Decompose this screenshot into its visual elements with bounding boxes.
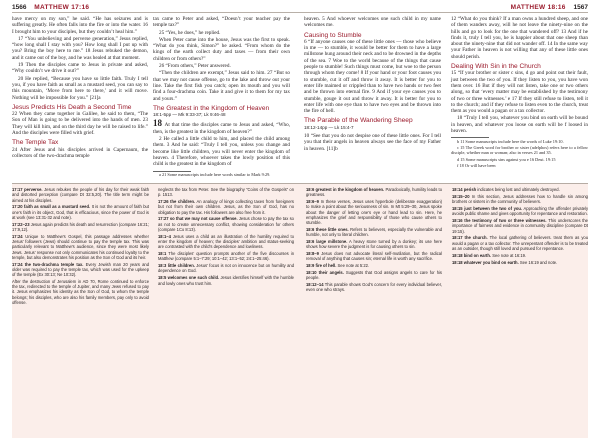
study-note [306,239,442,250]
paragraph-text: At that time the disciples came to Jesus and asked, “Who, then, is the greatest in the kingdom of heaven?” [153,122,291,135]
note-reference: 17:24 the two-drachma temple tax. [12,261,84,267]
paragraph: tax came to Peter and asked, “Doesn’t your teacher pay the temple tax?” [153,16,290,29]
note-reference: 18:17 the church. [452,235,488,241]
note-reference: 17:17 perverse. [12,187,43,192]
note-text: See note at 16:19. [492,252,527,258]
study-note [306,282,442,293]
study-note [158,263,294,274]
chapter-number: 18 [153,118,162,129]
note-text: Every Jewish man 20 years and older was required to pay the temple tax, which was used for the upkeep of the temple (Ex 30:13; Ne 10:32). [12,261,149,278]
study-note [306,270,442,281]
study-note [306,199,442,225]
note-text: In this section, Jesus addresses how to handle sin among brothers or sisters in the community of believers. [452,193,588,205]
note-reference: 18:15–20 [452,193,470,199]
text-column-4 [451,16,588,169]
note-reference: 18:6 these little ones. [306,226,349,232]
section-heading: The Parable of the Wandering Sheep [304,117,413,125]
note-reference: 17:22–23 [12,221,30,227]
note-text: A heavy stone turned by a donkey; its use here shows how severe the judgment is for causing others to sin. [306,239,442,250]
paragraph: 12 “What do you think? If a man owns a hundred sheep, and one of them wanders away, will he not leave the ninety-nine on the hills and go to look for the one that wandered off? 13 And if he finds it, truly I tell you, he is happier about that one sheep than about the ninety-nine that did not wander off. 14 In the same way your Father in heaven is not willing that any of these little ones should perish. [451,16,588,60]
notes-rule [12,183,588,184]
note-text: This parable shows God’s concern for every individual believer, even one who strays. [306,282,442,293]
footnote: f 18 Or will have been [457,162,496,168]
note-reference: 18:3 little children. [158,263,195,269]
footnote: d 15 Some manuscripts sins against you e 16 Deut. 19:15 [457,156,556,162]
right-page-number: 1567 [573,4,588,11]
note-text: Approaching the offender privately avoids public shame and gives opportunity for repentance and restoration. [452,205,589,217]
footnote-rule [153,171,191,172]
study-note [452,218,588,234]
study-note [12,262,149,278]
note-text: Jesus chose to pay the tax so as not to create unnecessary conflict, showing consideration for others (compare 1Co 8:13). [158,216,294,232]
note-text: Refers to believers, especially the vulnerable and humble, not only to literal children. [306,226,442,238]
note-reference: 18:14 perish [452,187,477,192]
footnote: a 21 Some manuscripts include here words similar to Mark 9:29. [159,172,271,178]
note-text: Jesus’ focus is not on innocence but on humility and dependence on God. [158,263,294,274]
note-reference: 18:18 whatever you bind on earth. [452,259,519,265]
paragraph: 25 “Yes, he does,” he replied. [159,29,221,36]
note-text: The disciples’ question prompts another of the five discourses in Matthew (compare 5:1–7:29; 10:1–42; 13:1–52; 24:1–25:46). [158,251,294,262]
notes-column-1 [12,187,149,307]
paragraph: 19 Then the disciples came to Jesus in private and asked, “Why couldn’t we drive it out?” [12,62,148,75]
study-note [158,234,294,250]
study-note [452,235,588,251]
paragraph: 22 When they came together in Galilee, he said to them, “The Son of Man is going to be delivered into the hands of men. 23 They will kill him, and on the third day he will be raised to life.” And the disciples were filled with grief. [12,111,148,137]
note-reference: 17:27 so that we may not cause offense. [158,216,238,222]
note-reference: 18:10 their angels. [306,270,344,276]
study-note [12,187,149,203]
note-text: Jesus does not advocate literal self-mutilation, but the radical removal of anything that causes sin; eternal life is worth any sacrifice. [306,251,443,262]
paragraph: heaven. 5 And whoever welcomes one such child in my name welcomes me. [304,16,441,29]
section-heading: Causing to Stumble [304,31,362,39]
left-page-number: 1566 [12,4,27,11]
study-note [452,194,588,205]
study-note [158,199,294,215]
note-text: Jesus identifies himself with the humble and lowly ones who trust him. [158,275,294,286]
footnote: b 11 Some manuscripts include here the words of Luke 19:10. [457,138,564,144]
note-text: This underscores the importance of fairness and evidence in community discipline (compare Dt 19:15). [452,218,588,234]
note-reference: 17:26 the children. [158,199,196,205]
paragraph: 20 He replied, “Because you have so little faith. Truly I tell you, if you have faith as small as a mustard seed, you can say to this mountain, ‘Move from here to there,’ and it will move. Nothing will be impossible for you.” [21]a [12,75,148,101]
study-note [452,260,588,265]
paragraph: 15 “If your brother or sister c sins, d go and point out their fault, just between the two of you. If they listen to you, you have won them over. 16 But if they will not listen, take one or two others along, so that ‘every matter may be established by the testimony of two or three witnesses.’ e 17 If they still refuse to listen, tell it to the church; and if they refuse to listen even to the church, treat them as you would a pagan or a tax collector. [451,70,588,115]
note-text: The local gathering of believers. treat them as you would a pagan or a tax collector. The unrepentant offender is to be treated as an outsider, though still loved and pursued for repentance. [452,235,589,251]
paragraph: 10 “See that you do not despise one of these little ones. For I tell you that their angels in heaven always see the face of my Father in heaven. [11]b [304,133,441,152]
right-page-header [511,4,588,11]
section-heading: Jesus Predicts His Death a Second Time [12,103,132,111]
note-text: An analogy of kings collecting taxes from foreigners but not from their own children. Jesus, as the Son of God, has no obligation to pay the tax. His followers are also free from it. [158,199,295,215]
note-text: See note at 5:22. [337,263,370,269]
note-reference: 17:24 [12,233,23,239]
parallel-reference: 18:1-5pp — Mk 9:33-37; Lk 9:46-48 [153,112,226,118]
page-header [0,0,600,14]
left-book-reference: MATTHEW 17:16 [34,4,90,11]
note-text: It is not the amount of faith but one’s faith in its object, God, that is efficacious, since the power of God is at work (see 13:31-32 and note). [12,204,150,220]
note-reference: 18:12–14 [306,282,324,288]
note-reference: 18:6 large millstone. [306,239,348,245]
paragraph: “Then the children are exempt,” Jesus said to him. 27 “But so that we may not cause offense, go to the lake and throw out your line. Take the first fish you catch; open its mouth and you will find a four-drachma coin. Take it and give it to them for my tax and yours.” [153,70,290,102]
parallel-reference: 18:12-14pp — Lk 15:4-7 [304,124,354,130]
note-text: indicates being lost and ultimately destroyed. [477,187,560,192]
note-reference: 17:20 faith as small as a mustard seed. [12,204,91,210]
header-rule [12,12,588,13]
study-note [12,279,149,305]
study-note [306,187,442,198]
note-text: Jesus rebukes the people of his day for their weak faith and distorted perception (compare Dt 32:5,20). The title term might be aimed at his disciples. [12,187,149,203]
note-text: Jesus again predicts his death and resurrection (compare 16:21; 17:9,12). [12,221,149,232]
notes-column-4 [452,187,588,266]
paragraph: 26 “From others,” Peter answered. [159,63,231,70]
paragraph: When Peter came into the house, Jesus was the first to speak. “What do you think, Simon?” he asked. “From whom do the kings of the earth collect duty and taxes — from their own children or from others?” [153,36,290,62]
note-reference: 18:1–4 [158,233,171,239]
note-reference: 18:9 fire of hell. [306,263,337,269]
note-reference: 18:5 welcomes one such child. [158,275,220,281]
note-reference: 18:15 just between the two of you. [452,205,523,211]
study-note [158,216,294,232]
section-heading: Dealing With Sin in the Church [451,63,541,71]
study-note [306,227,442,238]
right-book-reference: MATTHEW 18:16 [510,4,566,11]
section-heading: The Greatest in the Kingdom of Heaven [153,104,270,112]
text-column-3 [304,16,441,153]
note-reference: 18:16 the testimony of two or three witnesses. [452,218,547,224]
study-note [158,275,294,286]
note-reference: 18:6 greatest in the kingdom of heaven. [306,187,385,192]
paragraph: 24 After Jesus and his disciples arrived in Capernaum, the collectors of the two-drachma temple [12,146,148,159]
paragraph: 17 “You unbelieving and perverse generation,” Jesus replied, “how long shall I stay with you? How long shall I put up with you? Bring the boy here to me.” 18 Jesus rebuked the demon, and it came out of the boy, and he was healed at that moment. [12,35,148,61]
paragraph: have mercy on my son,” he said. “He has seizures and is suffering greatly. He often falls into the fire or into the water. 16 I brought him to your disciples, but they couldn’t heal him.” [12,16,148,35]
note-text: Paradoxically, humility leads to greatness. [306,187,443,198]
study-note [12,234,149,260]
note-reference: 18:18 bind on earth. [452,252,492,258]
study-note [12,204,149,220]
paragraph: 18 “Truly I tell you, whatever you bind on earth will be bound in heaven, and whatever you loose on earth will be f loosed in heaven. [451,115,588,135]
note-text: In these verses, Jesus uses hyperbole (deliberate exaggeration) to make a point about the seriousness of sin. In Mt 5:29–30, Jesus spoke about the danger of letting one’s eye or hand lead to sin. Here, he emphasizes the grief and responsibility of those who cause others to stumble. [306,199,442,226]
study-note [306,251,442,262]
note-text: neglects the tax from Peter. See the biography “Coins of the Gospels” on p. 1513. [158,187,294,198]
note-text: Suggests that God assigns angels to care for his people. [306,270,442,281]
text-column-1 [12,16,148,160]
note-text: Unique to Matthew’s Gospel, this passage addresses whether Jesus’ followers (Jews) should continue to pay the temple tax. This was particularly relevant to Matthew’s audience, since they were most likely Jews. Jesus’ response not only communicates his continued loyalty to the temple, but also demonstrates his position as the Son of God and its heir. [12,233,149,260]
paragraph [153,120,290,135]
note-reference: 18:1 [158,251,167,257]
study-note [452,206,588,217]
note-reference: 18:8–9 [306,251,319,257]
study-note [306,263,442,268]
study-note [158,187,294,198]
study-note [12,222,149,233]
note-reference: 18:6–9 [306,199,319,205]
study-notes [12,183,588,438]
text-column-2 [153,16,290,178]
paragraph: 6 “If anyone causes one of these little ones — those who believe in me — to stumble, it would be better for them to have a large millstone hung around their neck and to be drowned in the depths of the sea. 7 Woe to the world because of the things that cause people to stumble! Such things must come, but woe to the person through whom they come! 8 If your hand or your foot causes you to stumble, cut it off and throw it away. It is better for you to enter life maimed or crippled than to have two hands or two feet and be thrown into eternal fire. 9 And if your eye causes you to stumble, gouge it out and throw it away. It is better for you to enter life with one eye than to have two eyes and be thrown into the fire of hell. [304,38,441,115]
notes-column-2 [158,187,294,287]
left-page-header [12,4,89,11]
study-note [158,251,294,262]
footnote-rule [451,137,489,138]
note-text: Jesus uses a child as an illustration of the humility required to enter the kingdom of heaven; the disciples’ ambition and status-seeking are contrasted with the child’s dependence and lowliness. [158,233,294,250]
footnote: c 15 The Greek word for brother or sister (adelphos) refers here to a fellow disciple, whether man or woman; also in verses 21 and 35. [451,145,588,156]
study-note [452,187,588,192]
note-text: See 16:19 and note. [519,259,558,265]
study-note [452,253,588,258]
note-text: After the destruction of Jerusalem in AD 70, Rome continued to enforce the tax, redirected to the temple of Jupiter, and many Jews refused to pay it. Jesus emphasizes his identity as the Son of God, to whom the temple belongs; his disciples, who are also his family members, pay only to avoid offense. [12,278,149,305]
notes-column-3 [306,187,442,294]
section-heading: The Temple Tax [12,139,59,147]
paragraph: 2 He called a little child to him, and placed the child among them. 3 And he said: “Truly I tell you, unless you change and become like little children, you will never enter the kingdom of heaven. 4 Therefore, whoever takes the lowly position of this child is the greatest in the kingdom of [153,136,290,168]
